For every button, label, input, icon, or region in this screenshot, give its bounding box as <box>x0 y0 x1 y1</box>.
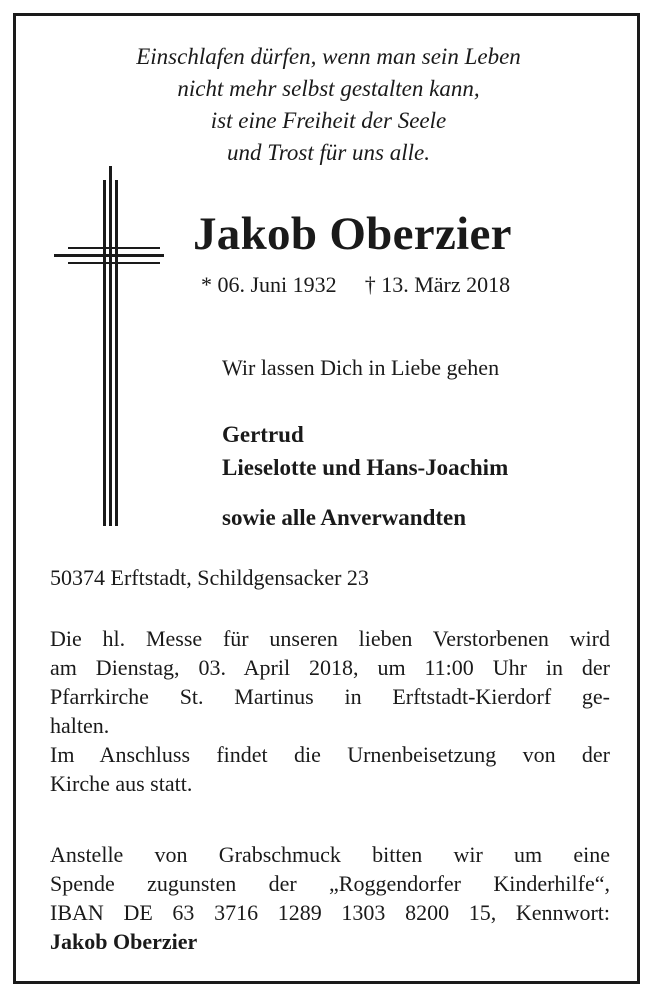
death-date: † 13. März 2018 <box>364 272 511 297</box>
service-line: Die hl. Messe für unseren lieben Verstorbenen wird <box>50 626 610 651</box>
deceased-name: Jakob Oberzier <box>193 208 512 260</box>
kennwort: Jakob Oberzier <box>50 929 198 954</box>
service-line: Pfarrkirche St. Martinus in Erftstadt-Kierdorf ge- <box>50 684 610 709</box>
service-line: Kirche aus statt. <box>50 771 193 796</box>
address: 50374 Erftstadt, Schildgensacker 23 <box>50 565 369 590</box>
service-line: halten. <box>50 713 110 738</box>
relatives-text: sowie alle Anverwandten <box>222 505 467 530</box>
poem-line: Einschlafen dürfen, wenn man sein Leben <box>136 44 521 69</box>
poem <box>16 41 641 169</box>
farewell-text: Wir lassen Dich in Liebe gehen <box>222 355 500 380</box>
donation-line: IBAN DE 63 3716 1289 1303 8200 15, Kennwort: <box>50 900 610 925</box>
service-paragraph <box>50 624 610 798</box>
donation-line: Anstelle von Grabschmuck bitten wir um eine <box>50 842 610 867</box>
mourners <box>222 418 508 484</box>
poem-line: ist eine Freiheit der Seele <box>210 108 447 133</box>
mourner-name: Lieselotte und Hans-Joachim <box>222 455 509 480</box>
poem-line: nicht mehr selbst gestalten kann, <box>177 76 480 101</box>
mourner-name: Gertrud <box>222 422 304 447</box>
donation-paragraph <box>50 840 610 956</box>
service-line: am Dienstag, 03. April 2018, um 11:00 Uhr in der <box>50 655 610 680</box>
service-line: Im Anschluss findet die Urnenbeisetzung von der <box>50 742 610 767</box>
birth-date: * 06. Juni 1932 <box>201 272 337 297</box>
life-dates <box>201 271 510 299</box>
poem-line: und Trost für uns alle. <box>227 140 430 165</box>
donation-line: Spende zugunsten der „Roggendorfer Kinderhilfe“, <box>50 871 610 896</box>
cross-icon <box>54 166 164 526</box>
